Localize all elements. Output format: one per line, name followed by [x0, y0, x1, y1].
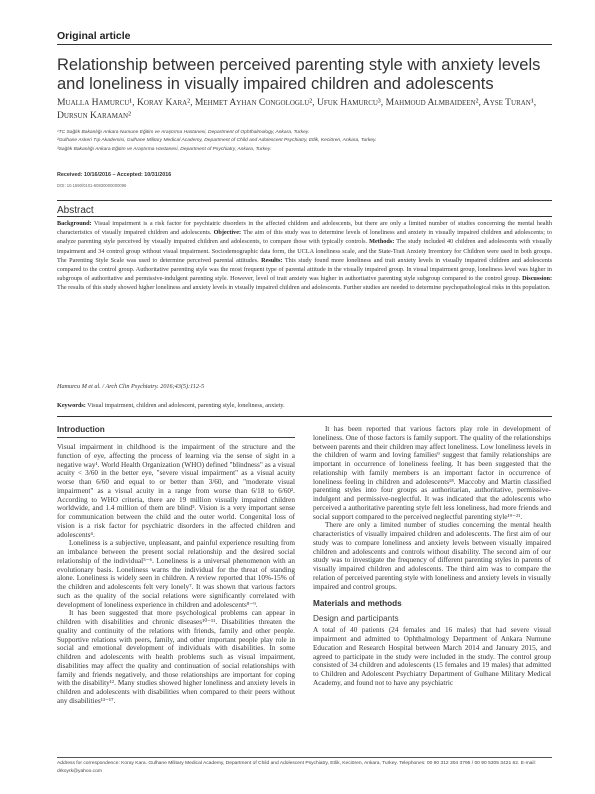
right-column	[313, 425, 551, 688]
keywords-text: Visual impairment, children and adolescent, parenting style, loneliness, anxiety.	[85, 402, 285, 409]
article-type-label: Original article	[57, 30, 131, 42]
intro-paragraph-4: It has been reported that various factors play role in development of loneliness. One of those factors is family support. The quality of the relationships between parents and their children may affect loneliness. Low loneliness levels in the children of warm and loving families⁹ suggest that family relationships are important in occurrence of loneliness feeling. It has been suggested that the relationship with family members is an important factor in occurrence of loneliness feeling in children and adolescents¹⁸. Maccoby and Martin classified parenting styles into four groups as authoritarian, authoritative, permissive-indulgent and permissive-neglectful. It was indicated that the adolescents who perceived a authoritative parenting style felt less loneliness, had more friends and social support compared to the perceived neglectful parenting style¹⁹⁻²¹.	[313, 425, 551, 521]
keywords	[57, 402, 552, 409]
methods-text: The study included 40 children and adolescents with visually impairment and 34 control group without visual impairment. Sociodemographic data form, the UCLA loneliness scale, and the State-Trait Anxiety Inventory for Children were used in both groups. The Parenting Style Scale was used to determine perceived parental attitudes.	[57, 238, 553, 264]
footer-rule	[57, 757, 552, 758]
methods-label: Methods:	[369, 238, 395, 246]
design-participants-heading: Design and participants	[313, 614, 399, 624]
intro-paragraph-2: Loneliness is a subjective, unpleasant, and painful experience resulting from an imbalance between the present social relationship and the desired social relationship of the individual⁵⁻⁶. Loneliness is a universal phenomenon with an evolutionary basis. Loneliness warns the individual for the threat of standing alone. Loneliness is widely seen in children. A review reported that 10%-15% of the children and adolescents felt very lonely⁷. It was shown that various factors such as the quality of the social relations were significantly correlated with development of loneliness experience in children and adolescents⁸⁻⁹.	[57, 539, 295, 609]
abstract-heading-rule	[57, 216, 552, 217]
keywords-label: Keywords:	[57, 402, 86, 409]
intro-paragraph-1: Visual impairment in childhood is the impairment of the structure and the function of eye, affecting the process of learning via the sense of sight in a negative way¹. World Health Organization (WHO) defined "blindness" as a visual acuity < 3/60 in the better eye, "severe visual impairment" as a visual acuity worse than 6/60 and equal to or better than 3/60, and "moderate visual impairment" as a visual acuity in a range from worse than 6/18 to 6/60². According to WHO criteria, there are 19 million visually impaired children worldwide, and 1.4 million of them are blind³. Vision is a very important sense for communication between the child and the outer world. Congenital loss of vision is a risk factor for psychiatric disorders in the affected children and adolescents⁴.	[57, 443, 295, 539]
methods-paragraph-1: A total of 40 patients (24 females and 16 males) that had severe visual impairment and admitted to Ophthalmology Department of Ankara Numune Education and Research Hospital between March 2014 and January 2015, and agreed to participate in the study were included in the study. The control group consisted of 34 children and adolescents (15 females and 19 males) that admitted to Children and Adolescent Psychiatry Department of Gulhane Military Medical Academy, and found not to have any psychiatric	[313, 626, 551, 687]
doi: DOI: 10.1590/0101-60830000000096	[57, 183, 127, 188]
discussion-label: Discussion:	[522, 275, 553, 283]
objective-text: The aim of this study was to determine levels of loneliness and anxiety in visually impaired children and adolescents; to analyze parenting style perceived by visually impaired children and adolescents, to compare those with typically controls.	[57, 229, 552, 246]
abstract-top-rule	[57, 200, 552, 201]
affiliation-2: ²Gulhane Askeri Tıp Akademisi, Gulhane Military Medical Academy, Department of Child and Adolescent Psychiatry, Etlik, Keciören, Ankara, Turkey.	[57, 138, 377, 144]
background-label: Background:	[57, 220, 92, 227]
abstract-body	[57, 219, 552, 293]
results-label: Results:	[261, 256, 283, 264]
author-list: Mualla Hamurcu¹, Koray Kara², Mehmet Ayhan Congologlu², Ufuk Hamurcu³, Mahmoud Almbaideen², Ayse Turan¹, Dursun Karaman²	[57, 97, 537, 121]
background-text: Visual impairment is a risk factor for psychiatric disorders in the affected children and adolescents, but there are only a limited number of studies concerning the mental health characteristics of visually impaired children and adolescents.	[57, 220, 552, 237]
left-column	[57, 425, 295, 706]
affiliations	[57, 129, 552, 154]
results-text: This study found more loneliness and trait anxiety levels in visually impaired children and adolescents compared to the control group. Authoritative parenting style was the most frequent type of parental attitude in the visually impaired group. In visual impairment group, loneliness level was higher in subgroups of authoritative and permissive-indulgent parenting style. However, level of trait anxiety was higher in authoritative parenting style subgroup compared to the control group.	[57, 256, 552, 283]
keywords-rule	[57, 416, 552, 417]
received-accepted-dates: Received: 10/16/2016 – Accepted: 10/31/2016	[57, 172, 172, 178]
affiliation-3: ³Sağlık Bakanlığı Ankara Eğitim ve Araştırma Hastanesi, Department of Psychiatry, Ankara, Turkey.	[57, 146, 272, 152]
affiliation-1: ¹TC Sağlık Bakanlığı Ankara Numune Eğitim ve Araştırma Hastanesi, Department of Ophthalmology, Ankara, Turkey.	[57, 130, 310, 135]
correspondence-footer: Address for correspondence: Koray Kara. Gulhane Military Medical Academy, Department of Child and Adolescent Psychiatry, Etlik, Keciören, Ankara, Turkey. Telephones: 00 90 312 304 3795 / 00 90 5305 3421 62. E-mail: drkoyrk@yahoo.com	[57, 761, 536, 775]
introduction-heading: Introduction	[57, 425, 295, 438]
citation-line: Hamurcu M et al. / Arch Clin Psychiatry. 2016;43(5):112-5	[57, 383, 205, 390]
abstract-heading: Abstract	[57, 205, 94, 216]
intro-paragraph-5: There are only a limited number of studies concerning the mental health characteristics of visually impaired children and adolescents. The first aim of our study was to compare loneliness and anxiety levels between visually impaired children and adolescents and controls without disability. The second aim of our study was to investigate the frequency of different parenting styles in parents of visually impaired children and adolescents. The third aim was to compare the relation of perceived parenting style with loneliness and anxiety levels in visually impaired and control groups.	[313, 521, 551, 591]
header-rule	[57, 44, 552, 45]
discussion-text: The results of this study showed higher loneliness and anxiety levels in visually impaired children and adolescents. Further studies are needed to determine psychopathological risks in this population.	[57, 284, 551, 292]
methods-heading: Materials and methods	[313, 599, 402, 609]
intro-paragraph-3: It has been suggested that more psychological problems can appear in children with disabilities and chronic diseases¹⁰⁻¹¹. Disabilities threaten the quality and continuity of the relations with friends, family and other people. Supportive relations with peers, family, and other important people play role in social and emotional development of individuals with disabilities. In some children and adolescents with health problems such as visual impairment, disabilities may affect the quality and continuation of social relationships with family and friends negatively, and those relationships are important for coping with the disability¹². Many studies showed higher loneliness and anxiety levels in children and adolescents with disabilities when compared to their peers without any disabilities¹³⁻¹⁷.	[57, 609, 295, 705]
objective-label: Objective:	[213, 229, 242, 237]
article-title: Relationship between perceived parenting style with anxiety levels and loneliness in visually impaired children and adolescents	[57, 56, 541, 93]
